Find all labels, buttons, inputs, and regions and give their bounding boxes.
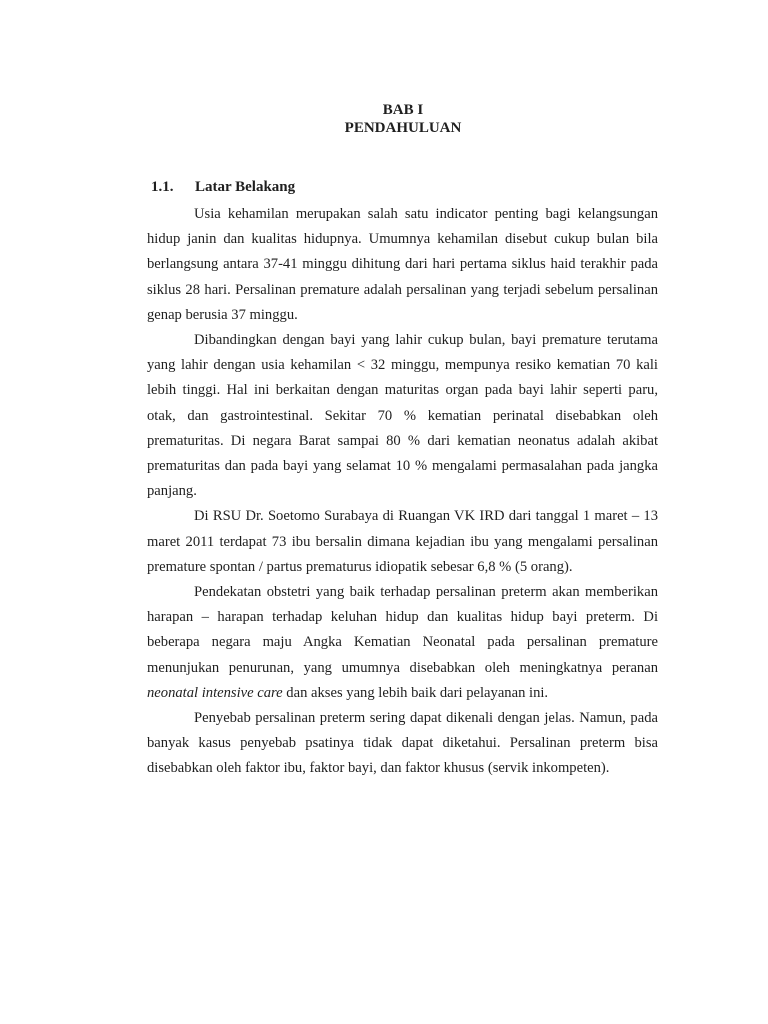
italic-term: neonatal intensive care bbox=[147, 684, 283, 701]
chapter-label: BAB I bbox=[382, 102, 424, 118]
paragraph-text-before: Pendekatan obstetri yang baik terhadap persalinan preterm akan memberikan harapan – harapan terhadap keluhan hidup dan kualitas hidup bayi preterm. Di beberapa negara maju Angka Kematian Neonatal pada persalinan premature menunjukan penurunan, yang umumnya disebabkan oleh meningkatnya peranan bbox=[147, 584, 658, 676]
section-heading bbox=[151, 178, 295, 196]
paragraph-mortality-risk: Dibandingkan dengan bayi yang lahir cukup bulan, bayi premature terutama yang lahir dengan usia kehamilan < 32 minggu, mempunya resiko kematian 70 kali lebih tinggi. Hal ini berkaitan dengan maturitas organ pada bayi lahir seperti paru, otak, dan gastrointestinal. Sekitar 70 % kematian perinatal disebabkan oleh prematuritas. Di negara Barat sampai 80 % dari kematian neonatus adalah akibat prematuritas dan pada bayi yang selamat 10 % mengalami permasalahan pada jangka panjang. bbox=[147, 332, 658, 500]
paragraph-preterm-causes: Penyebab persalinan preterm sering dapat dikenali dengan jelas. Namun, pada banyak kasus penyebab psatinya tidak dapat diketahui. Persalinan preterm bisa disebabkan oleh faktor ibu, faktor bayi, dan faktor khusus (servik inkompeten). bbox=[147, 710, 658, 777]
paragraph-gestational-age: Usia kehamilan merupakan salah satu indicator penting bagi kelangsungan hidup janin dan kualitas hidupnya. Umumnya kehamilan disebut cukup bulan bila berlangsung antara 37-41 minggu dihitung dari hari pertama siklus haid terakhir pada siklus 28 hari. Persalinan premature adalah persalinan yang terjadi sebelum persalinan genap berusia 37 minggu. bbox=[147, 206, 658, 323]
chapter-title: PENDAHULUAN bbox=[344, 120, 462, 136]
paragraph-text-after: dan akses yang lebih baik dari pelayanan ini. bbox=[282, 684, 549, 701]
chapter-heading bbox=[0, 101, 768, 137]
paragraph-rsu-soetomo-data: Di RSU Dr. Soetomo Surabaya di Ruangan VK IRD dari tanggal 1 maret – 13 maret 2011 terdapat 73 ibu bersalin dimana kejadian ibu yang mengalami persalinan premature spontan / partus prematurus idiopatik sebesar 6,8 % (5 orang). bbox=[147, 508, 658, 575]
section-number: 1.1. bbox=[151, 179, 174, 195]
body-text bbox=[147, 202, 658, 782]
section-title: Latar Belakang bbox=[195, 179, 296, 195]
paragraph-obstetric-approach bbox=[147, 580, 658, 706]
